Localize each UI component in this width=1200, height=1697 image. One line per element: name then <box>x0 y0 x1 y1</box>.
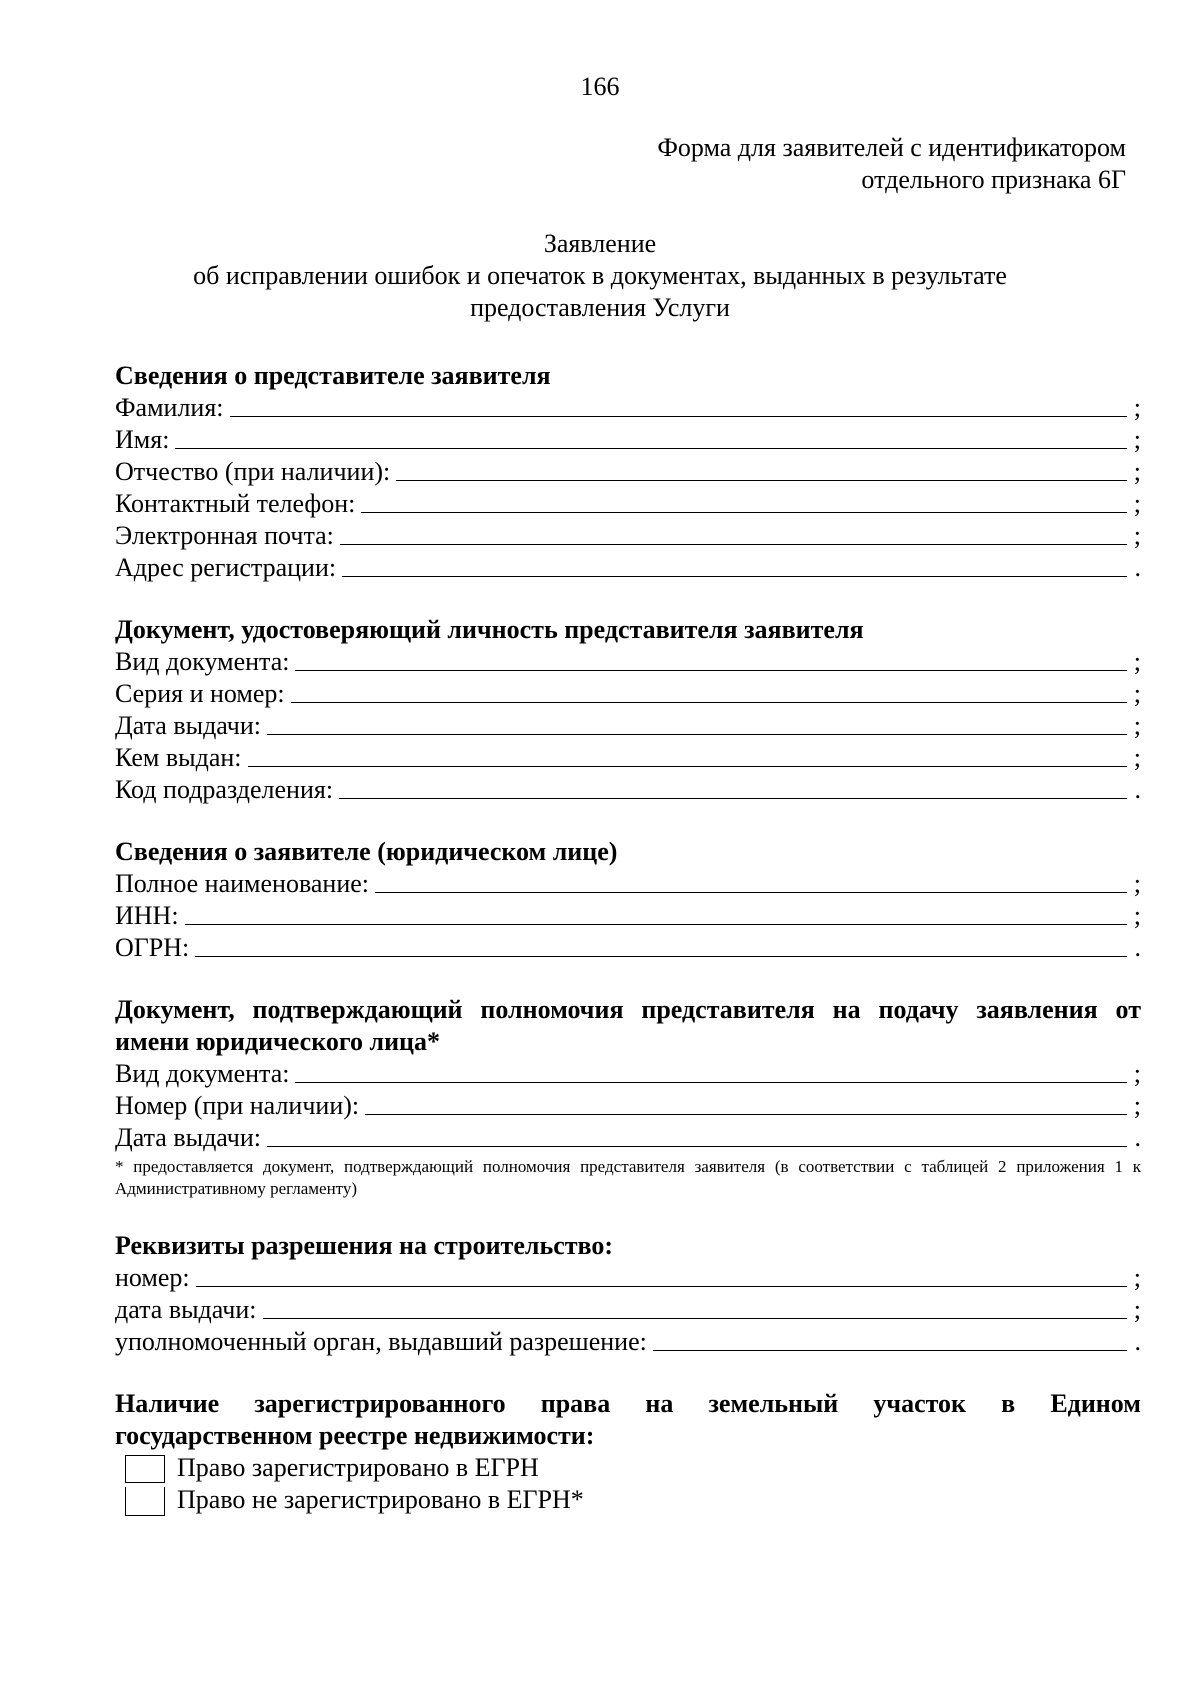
field-label: Код подразделения: <box>115 775 334 804</box>
authority-doc-section <box>115 994 1141 1200</box>
field-label: Кем выдан: <box>115 743 242 772</box>
field-label: номер: <box>115 1263 190 1292</box>
field-label: Электронная почта: <box>115 521 334 550</box>
field-label: Адрес регистрации: <box>115 553 337 582</box>
field-row <box>115 774 1141 806</box>
field-end: ; <box>1133 1263 1141 1292</box>
title-line: об исправлении ошибок и опечаток в документах, выданных в результате <box>193 261 1007 290</box>
field-end: ; <box>1133 679 1141 708</box>
document-title <box>0 228 1200 324</box>
field-end: ; <box>1133 1091 1141 1120</box>
name-field[interactable] <box>175 447 1127 449</box>
field-label: Полное наименование: <box>115 869 370 898</box>
field-end: . <box>1134 1123 1141 1152</box>
registered-checkbox[interactable] <box>125 1455 165 1483</box>
field-label: ИНН: <box>115 901 179 930</box>
field-row <box>115 1058 1141 1090</box>
field-end: ; <box>1133 457 1141 486</box>
permit-date-field[interactable] <box>263 1317 1127 1319</box>
permit-number-field[interactable] <box>196 1285 1127 1287</box>
issued-by-field[interactable] <box>248 765 1128 767</box>
title-line: предоставления Услуги <box>470 293 730 322</box>
field-label: Дата выдачи: <box>115 1123 262 1152</box>
field-label: Номер (при наличии): <box>115 1091 360 1120</box>
section-heading: Сведения о представителе заявителя <box>115 361 551 390</box>
field-end: ; <box>1133 489 1141 518</box>
field-row <box>115 678 1141 710</box>
auth-doc-number-field[interactable] <box>365 1113 1127 1115</box>
field-end: ; <box>1133 901 1141 930</box>
field-label: Отчество (при наличии): <box>115 457 391 486</box>
field-label: Контактный телефон: <box>115 489 356 518</box>
full-name-field[interactable] <box>375 891 1127 893</box>
identity-doc-section <box>115 614 1141 806</box>
doc-type-field[interactable] <box>295 669 1127 671</box>
form-content <box>115 360 1141 1546</box>
land-rights-section <box>115 1388 1141 1516</box>
section-heading: Документ, подтверждающий полномочия представителя на подачу заявления от имени юридического лица* <box>115 995 1141 1056</box>
field-end: ; <box>1133 647 1141 676</box>
field-row <box>115 710 1141 742</box>
field-label: Серия и номер: <box>115 679 285 708</box>
field-row <box>115 552 1141 584</box>
field-row <box>115 488 1141 520</box>
series-number-field[interactable] <box>291 701 1127 703</box>
field-end: ; <box>1133 869 1141 898</box>
ogrn-field[interactable] <box>195 955 1127 957</box>
option-row <box>125 1452 1141 1484</box>
field-row <box>115 520 1141 552</box>
field-end: . <box>1134 553 1141 582</box>
phone-field[interactable] <box>361 511 1127 513</box>
field-row <box>115 1262 1141 1294</box>
permit-authority-field[interactable] <box>653 1349 1127 1351</box>
field-end: ; <box>1133 1295 1141 1324</box>
field-row <box>115 932 1141 964</box>
option-label: Право не зарегистрировано в ЕГРН* <box>177 1485 584 1514</box>
inn-field[interactable] <box>185 923 1127 925</box>
section-heading: Реквизиты разрешения на строительство: <box>115 1231 614 1260</box>
field-end: . <box>1134 933 1141 962</box>
field-row <box>115 456 1141 488</box>
field-end: ; <box>1133 521 1141 550</box>
field-row <box>115 1326 1141 1358</box>
field-end: . <box>1134 1327 1141 1356</box>
field-row <box>115 424 1141 456</box>
field-row <box>115 868 1141 900</box>
field-label: дата выдачи: <box>115 1295 257 1324</box>
field-label: ОГРН: <box>115 933 190 962</box>
permit-section <box>115 1230 1141 1358</box>
field-row <box>115 646 1141 678</box>
email-field[interactable] <box>340 543 1127 545</box>
field-label: уполномоченный орган, выдавший разрешение: <box>115 1327 647 1356</box>
section-heading: Наличие зарегистрированного права на земельный участок в Едином государственном реестре недвижимости: <box>115 1389 1141 1450</box>
field-label: Дата выдачи: <box>115 711 262 740</box>
form-note-line: Форма для заявителей с идентификатором <box>657 133 1126 162</box>
not-registered-checkbox[interactable] <box>125 1487 165 1516</box>
form-note-line: отдельного признака 6Г <box>861 165 1126 194</box>
field-row <box>115 1294 1141 1326</box>
field-row <box>115 392 1141 424</box>
field-label: Имя: <box>115 425 170 454</box>
form-note <box>657 132 1126 196</box>
address-field[interactable] <box>342 575 1127 577</box>
section-heading: Сведения о заявителе (юридическом лице) <box>115 837 618 866</box>
field-end: ; <box>1133 743 1141 772</box>
surname-field[interactable] <box>230 415 1127 417</box>
title-line: Заявление <box>543 229 657 258</box>
option-label: Право зарегистрировано в ЕГРН <box>177 1453 539 1482</box>
option-row <box>125 1484 1141 1516</box>
field-row <box>115 900 1141 932</box>
field-row <box>115 1090 1141 1122</box>
field-label: Фамилия: <box>115 393 224 422</box>
footnote: * предоставляется документ, подтверждающий полномочия представителя заявителя (в соответствии с таблицей 2 приложения 1 к Административному регламенту) <box>115 1157 1141 1198</box>
legal-entity-section <box>115 836 1141 964</box>
auth-doc-type-field[interactable] <box>295 1081 1127 1083</box>
field-end: ; <box>1133 711 1141 740</box>
field-label: Вид документа: <box>115 647 290 676</box>
field-row <box>115 1122 1141 1154</box>
field-end: ; <box>1133 425 1141 454</box>
field-end: ; <box>1133 393 1141 422</box>
field-label: Вид документа: <box>115 1059 290 1088</box>
page-number: 166 <box>580 72 620 101</box>
auth-doc-date-field[interactable] <box>267 1145 1127 1147</box>
field-end: ; <box>1133 1059 1141 1088</box>
patronymic-field[interactable] <box>396 479 1127 481</box>
section-heading: Документ, удостоверяющий личность представителя заявителя <box>115 615 864 644</box>
field-end: . <box>1134 775 1141 804</box>
division-code-field[interactable] <box>339 797 1127 799</box>
issue-date-field[interactable] <box>267 733 1127 735</box>
representative-section <box>115 360 1141 584</box>
field-row <box>115 742 1141 774</box>
